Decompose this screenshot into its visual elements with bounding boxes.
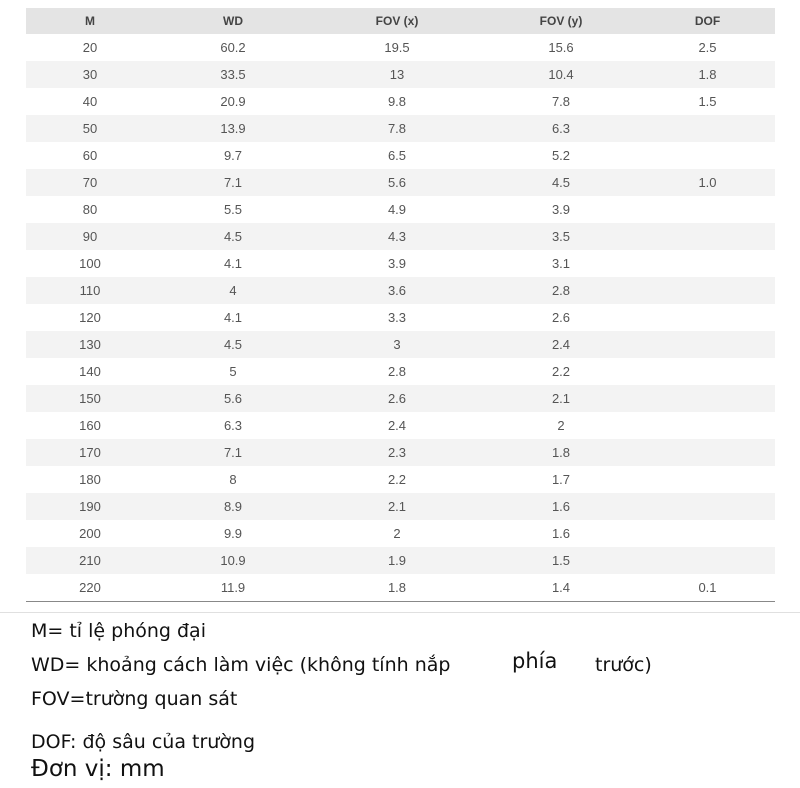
cell-fov-x: 2.1 <box>312 493 482 520</box>
cell-fov-x: 2.8 <box>312 358 482 385</box>
cell-fov-y: 3.1 <box>482 250 640 277</box>
cell-dof: 2.5 <box>640 34 775 61</box>
note-field-of-view: FOV=trường quan sát <box>31 688 238 710</box>
cell-wd: 5.6 <box>154 385 312 412</box>
column-header-fov-x: FOV (x) <box>312 8 482 34</box>
cell-wd: 4.1 <box>154 250 312 277</box>
cell-wd: 7.1 <box>154 439 312 466</box>
cell-fov-y: 2.4 <box>482 331 640 358</box>
table-row <box>26 223 775 250</box>
cell-wd: 5 <box>154 358 312 385</box>
cell-wd: 7.1 <box>154 169 312 196</box>
note-magnification: M= tỉ lệ phóng đại <box>31 620 206 642</box>
note-depth-of-field: DOF: độ sâu của trường <box>31 731 256 753</box>
table-row <box>26 304 775 331</box>
cell-wd: 8 <box>154 466 312 493</box>
cell-dof <box>640 520 775 547</box>
cell-dof: 1.0 <box>640 169 775 196</box>
cell-m: 150 <box>26 385 154 412</box>
table-row <box>26 574 775 602</box>
cell-dof <box>640 304 775 331</box>
cell-fov-y: 4.5 <box>482 169 640 196</box>
table-row <box>26 142 775 169</box>
cell-fov-y: 1.4 <box>482 574 640 602</box>
cell-dof: 1.8 <box>640 61 775 88</box>
cell-m: 200 <box>26 520 154 547</box>
cell-dof <box>640 196 775 223</box>
cell-fov-x: 3.3 <box>312 304 482 331</box>
table-row <box>26 115 775 142</box>
cell-m: 130 <box>26 331 154 358</box>
table-row <box>26 277 775 304</box>
cell-fov-x: 2 <box>312 520 482 547</box>
table-row <box>26 439 775 466</box>
table-header-row <box>26 8 775 34</box>
column-header-fov-y: FOV (y) <box>482 8 640 34</box>
cell-m: 210 <box>26 547 154 574</box>
cell-dof <box>640 547 775 574</box>
cell-wd: 4.5 <box>154 331 312 358</box>
cell-fov-y: 6.3 <box>482 115 640 142</box>
cell-fov-y: 3.5 <box>482 223 640 250</box>
cell-fov-x: 1.9 <box>312 547 482 574</box>
cell-fov-y: 5.2 <box>482 142 640 169</box>
cell-fov-x: 5.6 <box>312 169 482 196</box>
cell-m: 30 <box>26 61 154 88</box>
cell-fov-x: 19.5 <box>312 34 482 61</box>
cell-fov-y: 7.8 <box>482 88 640 115</box>
cell-m: 40 <box>26 88 154 115</box>
cell-m: 160 <box>26 412 154 439</box>
cell-dof <box>640 331 775 358</box>
cell-dof <box>640 493 775 520</box>
cell-m: 140 <box>26 358 154 385</box>
cell-fov-y: 2.6 <box>482 304 640 331</box>
cell-dof <box>640 466 775 493</box>
cell-fov-y: 1.8 <box>482 439 640 466</box>
table-row <box>26 466 775 493</box>
cell-wd: 4.5 <box>154 223 312 250</box>
cell-fov-x: 3 <box>312 331 482 358</box>
table-row <box>26 412 775 439</box>
cell-dof <box>640 115 775 142</box>
cell-dof <box>640 250 775 277</box>
cell-fov-x: 3.9 <box>312 250 482 277</box>
cell-wd: 60.2 <box>154 34 312 61</box>
table-row <box>26 61 775 88</box>
cell-wd: 11.9 <box>154 574 312 602</box>
cell-fov-x: 9.8 <box>312 88 482 115</box>
table-row <box>26 196 775 223</box>
cell-dof <box>640 142 775 169</box>
note-working-distance: WD= khoảng cách làm việc (không tính nắp <box>31 654 451 676</box>
cell-m: 120 <box>26 304 154 331</box>
cell-fov-y: 1.5 <box>482 547 640 574</box>
cell-fov-x: 1.8 <box>312 574 482 602</box>
cell-wd: 5.5 <box>154 196 312 223</box>
cell-fov-x: 13 <box>312 61 482 88</box>
cell-wd: 4.1 <box>154 304 312 331</box>
cell-fov-y: 2.8 <box>482 277 640 304</box>
cell-dof <box>640 439 775 466</box>
cell-fov-x: 2.3 <box>312 439 482 466</box>
cell-wd: 10.9 <box>154 547 312 574</box>
cell-m: 180 <box>26 466 154 493</box>
cell-dof <box>640 385 775 412</box>
cell-fov-x: 4.9 <box>312 196 482 223</box>
cell-dof <box>640 358 775 385</box>
cell-wd: 20.9 <box>154 88 312 115</box>
cell-fov-y: 10.4 <box>482 61 640 88</box>
table-row <box>26 493 775 520</box>
column-header-m: M <box>26 8 154 34</box>
table-row <box>26 250 775 277</box>
table-body <box>26 34 775 602</box>
cell-fov-x: 6.5 <box>312 142 482 169</box>
table-row <box>26 331 775 358</box>
cell-fov-y: 1.6 <box>482 493 640 520</box>
table-row <box>26 169 775 196</box>
cell-fov-x: 2.2 <box>312 466 482 493</box>
cell-dof: 0.1 <box>640 574 775 602</box>
divider <box>0 612 800 613</box>
cell-m: 90 <box>26 223 154 250</box>
cell-wd: 13.9 <box>154 115 312 142</box>
cell-wd: 33.5 <box>154 61 312 88</box>
spec-table <box>26 8 775 602</box>
cell-m: 60 <box>26 142 154 169</box>
table-row <box>26 358 775 385</box>
spec-table-container <box>26 8 775 602</box>
cell-m: 80 <box>26 196 154 223</box>
cell-wd: 8.9 <box>154 493 312 520</box>
table-row <box>26 520 775 547</box>
table-row <box>26 34 775 61</box>
cell-fov-y: 3.9 <box>482 196 640 223</box>
column-header-wd: WD <box>154 8 312 34</box>
table-row <box>26 385 775 412</box>
cell-m: 20 <box>26 34 154 61</box>
cell-fov-y: 1.6 <box>482 520 640 547</box>
note-working-distance-word: phía <box>512 649 558 673</box>
note-unit: Đơn vị: mm <box>31 756 165 782</box>
cell-fov-x: 2.6 <box>312 385 482 412</box>
cell-fov-x: 7.8 <box>312 115 482 142</box>
cell-dof: 1.5 <box>640 88 775 115</box>
cell-wd: 9.7 <box>154 142 312 169</box>
cell-wd: 6.3 <box>154 412 312 439</box>
cell-fov-y: 15.6 <box>482 34 640 61</box>
cell-m: 100 <box>26 250 154 277</box>
table-row <box>26 547 775 574</box>
cell-m: 50 <box>26 115 154 142</box>
cell-m: 220 <box>26 574 154 602</box>
cell-m: 110 <box>26 277 154 304</box>
cell-fov-y: 2.2 <box>482 358 640 385</box>
cell-fov-x: 2.4 <box>312 412 482 439</box>
column-header-dof: DOF <box>640 8 775 34</box>
note-working-distance-end: trước) <box>595 654 652 676</box>
cell-wd: 4 <box>154 277 312 304</box>
cell-dof <box>640 412 775 439</box>
cell-dof <box>640 223 775 250</box>
cell-fov-y: 2.1 <box>482 385 640 412</box>
cell-m: 190 <box>26 493 154 520</box>
cell-dof <box>640 277 775 304</box>
cell-wd: 9.9 <box>154 520 312 547</box>
cell-m: 70 <box>26 169 154 196</box>
cell-fov-y: 2 <box>482 412 640 439</box>
cell-fov-x: 3.6 <box>312 277 482 304</box>
cell-m: 170 <box>26 439 154 466</box>
cell-fov-y: 1.7 <box>482 466 640 493</box>
table-row <box>26 88 775 115</box>
cell-fov-x: 4.3 <box>312 223 482 250</box>
